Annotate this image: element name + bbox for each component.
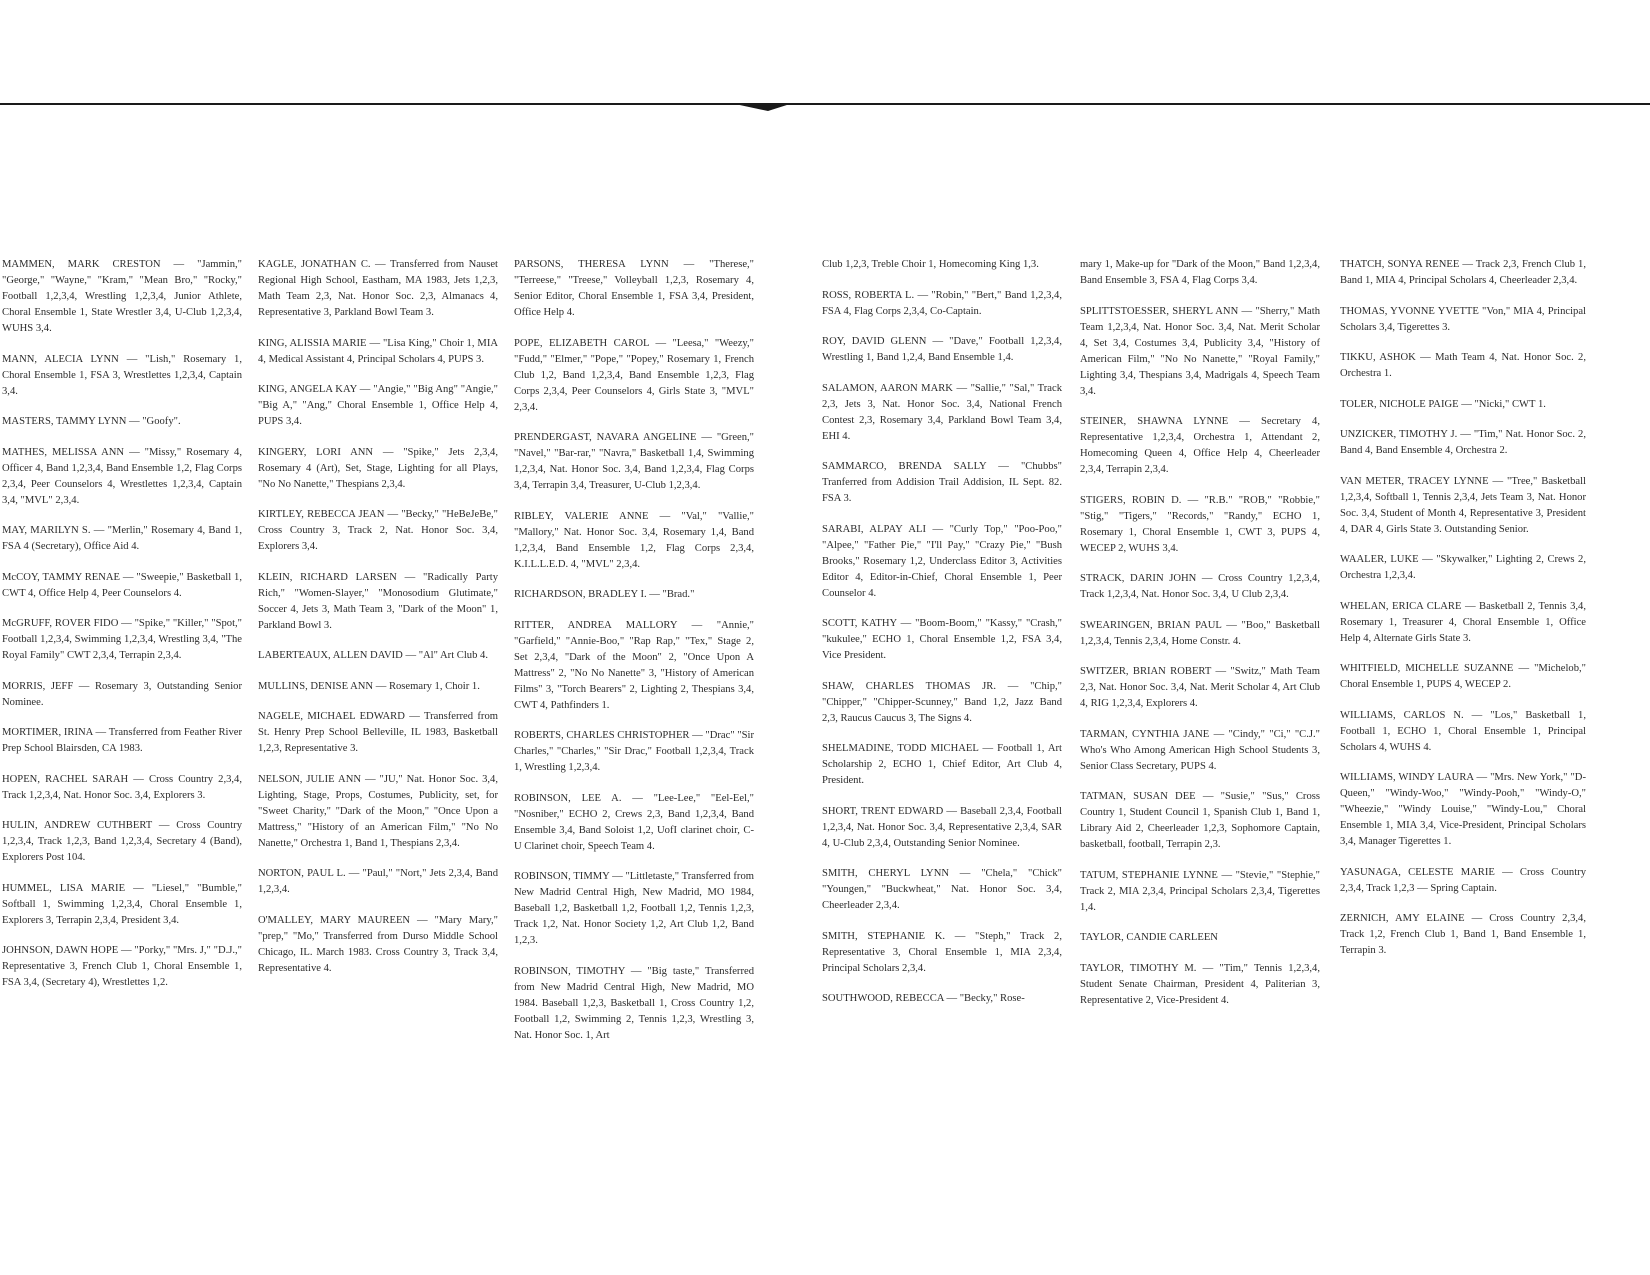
senior-entry: WILLIAMS, WINDY LAURA — "Mrs. New York," "D-Queen," "Windy-Woo," "Windy-Pooh," "Windy-O," "Wheezie," "Windy Louise," "Windy-Lou," Choral Ensemble 1, MIA 3,4, Vice-President, Principal Scholars 3,4, Manager Tigerettes 1. xyxy=(1340,772,1586,847)
senior-listing xyxy=(0,257,1650,1267)
senior-entry: MANN, ALECIA LYNN — "Lish," Rosemary 1, Choral Ensemble 1, FSA 3, Wrestlettes 1,2,3,4, Captain 3,4. xyxy=(2,353,242,397)
senior-entry: PARSONS, THERESA LYNN — "Therese," "Terreese," "Treese," Volleyball 1,2,3, Rosemary 4, Senior Editor, Choral Ensemble 1, FSA 3,4, President, Office Help 4. xyxy=(514,259,754,318)
senior-entry: ROBERTS, CHARLES CHRISTOPHER — "Drac" "Sir Charles," "Charles," "Sir Drac," Football 1,2,3,4, Track 1, Wrestling 1,2,3,4. xyxy=(514,730,754,773)
senior-entry: NAGELE, MICHAEL EDWARD — Transferred from St. Henry Prep School Belleville, IL 1983, Basketball 1,2,3, Representative 3. xyxy=(258,711,498,754)
senior-entry: ROSS, ROBERTA L. — "Robin," "Bert," Band 1,2,3,4, FSA 4, Flag Corps 2,3,4, Co-Captain. xyxy=(822,289,1062,317)
senior-entry: LABERTEAUX, ALLEN DAVID — "Al" Art Club 4. xyxy=(258,650,488,661)
senior-entry: SOUTHWOOD, REBECCA — "Becky," Rose- xyxy=(822,993,1025,1004)
senior-entry: MORTIMER, IRINA — Transferred from Feather River Prep School Blairsden, CA 1983. xyxy=(2,727,242,754)
senior-entry: WAALER, LUKE — "Skywalker," Lighting 2, Crews 2, Orchestra 1,2,3,4. xyxy=(1340,554,1586,581)
senior-entry: SALAMON, AARON MARK — "Sallie," "Sal," Track 2,3, Jets 3, Nat. Honor Soc. 3,4, National French Contest 2,3, Rosemary 3,4, Parkland Bowl Team 3,4, EHI 4. xyxy=(822,382,1062,442)
header-rule-line xyxy=(0,96,1650,116)
senior-entry: PRENDERGAST, NAVARA ANGELINE — "Green," "Navel," "Bar-rar," "Navra," Basketball 1,4, Swimming 1,2,3,4, Nat. Honor Soc. 3,4, Band 1,2,3,4, Flag Corps 3,4, Terrapin 3,4, Treasurer, U-Club 1,2,3,4. xyxy=(514,432,754,491)
senior-entry: NELSON, JULIE ANN — "JU," Nat. Honor Soc. 3,4, Lighting, Stage, Props, Costumes, Publicity, set, for "Sweet Charity," "Dark of the Moon," "Once Upon a Mattress," "History of an American Film," "No No Nanette," Orchestra 1, Band 1, Thespians 2,3,4. xyxy=(258,773,498,849)
senior-entry: NORTON, PAUL L. — "Paul," "Nort," Jets 2,3,4, Band 1,2,3,4. xyxy=(258,868,498,895)
senior-entry: SMITH, CHERYL LYNN — "Chela," "Chick" "Youngen," "Buckwheat," Nat. Honor Soc. 3,4, Cheerleader 2,3,4. xyxy=(822,868,1062,911)
senior-entry: STRACK, DARIN JOHN — Cross Country 1,2,3,4, Track 1,2,3,4, Nat. Honor Soc. 3,4, U Club 2,3,4. xyxy=(1080,573,1320,600)
senior-entry: TATUM, STEPHANIE LYNNE — "Stevie," "Stephie," Track 2, MIA 2,3,4, Principal Scholars 2,3,4, Tigerettes 1,4. xyxy=(1080,869,1320,913)
senior-entry: SPLITTSTOESSER, SHERYL ANN — "Sherry," Math Team 1,2,3,4, Nat. Honor Soc. 3,4, Nat. Merit Scholar 4, Set 3,4, Costumes 3,4, Publicity 3,4, "History of American Film," "No No Nanette," "Royal Family," Lighting 3,4, Thespians 3,4, Madrigals 4, Speech Team 3,4. xyxy=(1080,305,1320,397)
senior-entry: mary 1, Make-up for "Dark of the Moon," Band 1,2,3,4, Band Ensemble 3, FSA 4, Flag Corps 3,4. xyxy=(1080,259,1320,286)
column-5 xyxy=(1080,257,1320,1023)
senior-entry: MULLINS, DENISE ANN — Rosemary 1, Choir 1. xyxy=(258,680,480,692)
senior-entry: YASUNAGA, CELESTE MARIE — Cross Country 2,3,4, Track 1,2,3 — Spring Captain. xyxy=(1340,866,1586,894)
senior-entry: TOLER, NICHOLE PAIGE — "Nicki," CWT 1. xyxy=(1340,398,1546,410)
senior-entry: RICHARDSON, BRADLEY I. — "Brad." xyxy=(514,589,695,600)
column-2 xyxy=(258,257,498,991)
senior-entry: WHELAN, ERICA CLARE — Basketball 2, Tennis 3,4, Rosemary 1, Treasurer 4, Choral Ensemble 1, Office Help 4, Alternate Girls State 3. xyxy=(1340,600,1586,644)
senior-entry: TARMAN, CYNTHIA JANE — "Cindy," "Ci," "C.J." Who's Who Among American High School Students 3, Senior Class Secretary, PUPS 4. xyxy=(1080,728,1320,772)
senior-entry: THATCH, SONYA RENEE — Track 2,3, French Club 1, Band 1, MIA 4, Principal Scholars 4, Cheerleader 2,3,4. xyxy=(1340,259,1586,286)
senior-entry: RITTER, ANDREA MALLORY — "Annie," "Garfield," "Annie-Boo," "Rap Rap," "Tex," Stage 2, Set 2,3,4, "Dark of the Moon" 2, "Once Upon A Mattress" 2, "No No Nanette" 3, "History of American Films" 3, "Torch Bearers" 2, Lighting 2, Thespians 3,4, CWT 4, Pathfinders 1. xyxy=(514,619,754,711)
senior-entry: ROBINSON, LEE A. — "Lee-Lee," "Eel-Eel," "Nosniber," ECHO 2, Crews 2,3, Band 1,2,3,4, Band Ensemble 3,4, Band Soloist 1,2, UofI clarinet choir, C-U Clarinet choir, Speech Team 4. xyxy=(514,792,754,852)
senior-entry: VAN METER, TRACEY LYNNE — "Tree," Basketball 1,2,3,4, Softball 1, Tennis 2,3,4, Jets Team 3, Nat. Honor Soc. 3,4, Student of Month 4, Representative 3, President 4, DAR 4, Girls State 3. Outstanding Senior. xyxy=(1340,475,1586,535)
senior-entry: SCOTT, KATHY — "Boom-Boom," "Kassy," "Crash," "kukulee," ECHO 1, Choral Ensemble 1,2, FSA 3,4, Vice President. xyxy=(822,618,1062,661)
senior-entry: KING, ALISSIA MARIE — "Lisa King," Choir 1, MIA 4, Medical Assistant 4, Principal Scholars 4, PUPS 3. xyxy=(258,337,498,365)
senior-entry: RIBLEY, VALERIE ANNE — "Val," "Vallie," "Mallory," Nat. Honor Soc. 3,4, Rosemary 1,4, Band 1,2,3,4, Band Ensemble 1,2, Flag Corps 2,3,4, K.I.L.L.E.D. 4, "MVL" 2,3,4. xyxy=(514,510,754,570)
senior-entry: SWITZER, BRIAN ROBERT — "Switz," Math Team 2,3, Nat. Honor Soc. 3,4, Nat. Merit Scholar 4, Art Club 4, RIG 1,2,3,4, Explorers 4. xyxy=(1080,666,1320,709)
senior-entry: O'MALLEY, MARY MAUREEN — "Mary Mary," "prep," "Mo," Transferred from Durso Middle School Chicago, IL. March 1983. Cross Country 3, Track 3,4, Representative 4. xyxy=(258,914,498,974)
senior-entry: MAY, MARILYN S. — "Merlin," Rosemary 4, Band 1, FSA 4 (Secretary), Office Aid 4. xyxy=(2,525,242,552)
senior-entry: HOPEN, RACHEL SARAH — Cross Country 2,3,4, Track 1,2,3,4, Nat. Honor Soc. 3,4, Explorers 3. xyxy=(2,773,242,801)
senior-entry: WHITFIELD, MICHELLE SUZANNE — "Michelob," Choral Ensemble 1, PUPS 4, WECEP 2. xyxy=(1340,663,1586,690)
senior-entry: SHORT, TRENT EDWARD — Baseball 2,3,4, Football 1,2,3,4, Nat. Honor Soc. 3,4, Representative 2,3,4, SAR 4, U-Club 2,3,4, Outstanding Senior Nominee. xyxy=(822,805,1062,849)
senior-entry: KING, ANGELA KAY — "Angie," "Big Ang" "Angie," "Big A," "Ang," Choral Ensemble 1, Office Help 4, PUPS 3,4. xyxy=(258,384,498,427)
senior-entry: MORRIS, JEFF — Rosemary 3, Outstanding Senior Nominee. xyxy=(2,680,242,708)
senior-entry: TATMAN, SUSAN DEE — "Susie," "Sus," Cross Country 1, Student Council 1, Spanish Club 1, Band 1, Library Aid 2, Cheerleader 1,2,3, Sophomore Captain, basketball, football, Terrapin 2,3. xyxy=(1080,791,1320,850)
senior-entry: THOMAS, YVONNE YVETTE "Von," MIA 4, Principal Scholars 3,4, Tigerettes 3. xyxy=(1340,305,1586,333)
senior-entry: WILLIAMS, CARLOS N. — "Los," Basketball 1, Football 1, ECHO 1, Choral Ensemble 1, Principal Scholars 4, WUHS 4. xyxy=(1340,709,1586,753)
senior-entry: POPE, ELIZABETH CAROL — "Leesa," "Weezy," "Fudd," "Elmer," "Pope," "Popey," Rosemary 1, French Club 1,2, Band 1,2,3,4, Band Ensemble 1,2,3, Flag Corps 2,3,4, Peer Counselors 4, Girls State 3, "MVL" 2,3,4. xyxy=(514,337,754,413)
senior-entry: SAMMARCO, BRENDA SALLY — "Chubbs" Tranferred from Addision Trail Addision, IL Sept. 82. FSA 3. xyxy=(822,461,1062,504)
senior-entry: MASTERS, TAMMY LYNN — "Goofy". xyxy=(2,416,181,427)
column-3 xyxy=(514,257,754,1058)
senior-entry: MATHES, MELISSA ANN — "Missy," Rosemary 4, Officer 4, Band 1,2,3,4, Band Ensemble 1,2, Flag Corps 2,3,4, Peer Counselors 4, Wrestlettes 1,2,3,4, Captain 3,4, "MVL" 2,3,4. xyxy=(2,446,242,506)
column-6 xyxy=(1340,257,1586,974)
senior-entry: KLEIN, RICHARD LARSEN — "Radically Party Rich," "Women-Slayer," "Monosodium Glutimate," Soccer 4, Jets 3, Math Team 3, "Dark of the Moon" 1, Parkland Bowl 3. xyxy=(258,571,498,631)
column-1 xyxy=(2,257,242,1006)
senior-entry: SARABI, ALPAY ALI — "Curly Top," "Poo-Poo," "Alpee," "Father Pie," "I'll Pay," "Crazy Pie," "Bush Brooks," Rosemary 1,2, Underclass Editor 3, Activities Editor 4, Editor-in-Chief, Choral Ensemble 1, Peer Counselor 4. xyxy=(822,523,1062,599)
senior-entry: TAYLOR, TIMOTHY M. — "Tim," Tennis 1,2,3,4, Student Senate Chairman, President 4, Paliterian 3, Representative 2, Vice-President 4. xyxy=(1080,962,1320,1006)
senior-entry: McGRUFF, ROVER FIDO — "Spike," "Killer," "Spot," Football 1,2,3,4, Swimming 1,2,3,4, Wrestling 3,4, "The Royal Family" CWT 2,3,4, Terrapin 2,3,4. xyxy=(2,618,242,661)
senior-entry: KINGERY, LORI ANN — "Spike," Jets 2,3,4, Rosemary 4 (Art), Set, Stage, Lighting for all Plays, "No No Nanette," Thespians 2,3,4. xyxy=(258,446,498,490)
senior-entry: ROBINSON, TIMMY — "Littletaste," Transferred from New Madrid Central High, New Madrid, MO 1984, Baseball 1,2, Basketball 1,2, Football 1,2, Tennis 1,2,3, Track 1,2, Nat. Honor Society 1,2, Art Club 1,2, Band 1,2,3. xyxy=(514,871,754,946)
senior-entry: HULIN, ANDREW CUTHBERT — Cross Country 1,2,3,4, Track 1,2,3, Band 1,2,3,4, Secretary 4 (Band), Explorers Post 104. xyxy=(2,820,242,863)
senior-entry: HUMMEL, LISA MARIE — "Liesel," "Bumble," Softball 1, Swimming 1,2,3,4, Choral Ensemble 1, Explorers 3, Terrapin 2,3,4, President 3,4. xyxy=(2,882,242,926)
senior-entry: ROBINSON, TIMOTHY — "Big taste," Transferred from New Madrid Central High, New Madrid, MO 1984. Baseball 1,2,3, Basketball 1, Cross Country 1,2, Football 1,2, Swimming 2, Tennis 1,2,3, Wrestling 3, Nat. Honor Soc. 1, Art xyxy=(514,965,754,1041)
senior-entry: SHELMADINE, TODD MICHAEL — Football 1, Art Scholarship 2, ECHO 1, Chief Editor, Art Club 4, President. xyxy=(822,743,1062,786)
header-rule xyxy=(0,96,1650,116)
column-4 xyxy=(822,257,1062,1022)
senior-entry: MAMMEN, MARK CRESTON — "Jammin," "George," "Wayne," "Kram," "Mean Bro," "Rocky," Football 1,2,3,4, Wrestling 1,2,3,4, Junior Athlete, Choral Ensemble 1, State Wrestler 3,4, U-Club 1,2,3,4, WUHS 3,4. xyxy=(2,259,242,334)
senior-entry: McCOY, TAMMY RENAE — "Sweepie," Basketball 1, CWT 4, Office Help 4, Peer Counselors 4. xyxy=(2,571,242,599)
senior-entry: STIGERS, ROBIN D. — "R.B." "ROB," "Robbie," "Stig," "Tigers," "Records," "Randy," ECHO 1, Rosemary 1, Choral Ensemble 1, CWT 3, PUPS 4, WECEP 2, WUHS 3,4. xyxy=(1080,494,1320,554)
senior-entry: STEINER, SHAWNA LYNNE — Secretary 4, Representative 1,2,3,4, Orchestra 1, Attendant 2, Homecoming Queen 4, Office Help 4, Cheerleader 2,3,4, Terrapin 2,3,4. xyxy=(1080,416,1320,475)
senior-entry: TAYLOR, CANDIE CARLEEN xyxy=(1080,932,1218,943)
senior-entry: ROY, DAVID GLENN — "Dave," Football 1,2,3,4, Wrestling 1, Band 1,2,4, Band Ensemble 1,4. xyxy=(822,336,1062,363)
senior-entry: ZERNICH, AMY ELAINE — Cross Country 2,3,4, Track 1,2, French Club 1, Band 1, Band Ensemble 1, Terrapin 3. xyxy=(1340,913,1586,956)
senior-entry: UNZICKER, TIMOTHY J. — "Tim," Nat. Honor Soc. 2, Band 4, Band Ensemble 4, Orchestra 2. xyxy=(1340,429,1586,456)
senior-entry: JOHNSON, DAWN HOPE — "Porky," "Mrs. J," "D.J.," Representative 3, French Club 1, Choral Ensemble 1, FSA 3,4, (Secretary 4), Wrestlettes 1,2. xyxy=(2,945,242,988)
senior-entry: Club 1,2,3, Treble Choir 1, Homecoming King 1,3. xyxy=(822,259,1039,270)
senior-entry: KAGLE, JONATHAN C. — Transferred from Nauset Regional High School, Eastham, MA 1983, Jets 1,2,3, Math Team 2,3, Nat. Honor Soc. 2,3, Almanacs 4, Representative 3, Parkland Bowl Team 3. xyxy=(258,259,498,318)
senior-entry: SHAW, CHARLES THOMAS JR. — "Chip," "Chipper," "Chipper-Scunney," Band 1,2, Jazz Band 2,3, Raucus Caucus 3, The Signs 4. xyxy=(822,680,1062,724)
senior-entry: KIRTLEY, REBECCA JEAN — "Becky," "HeBeJeBe," Cross Country 3, Track 2, Nat. Honor Soc. 3,4, Explorers 3,4. xyxy=(258,509,498,552)
senior-entry: TIKKU, ASHOK — Math Team 4, Nat. Honor Soc. 2, Orchestra 1. xyxy=(1340,352,1586,379)
senior-entry: SMITH, STEPHANIE K. — "Steph," Track 2, Representative 3, Choral Ensemble 1, MIA 2,3,4, Principal Scholars 2,3,4. xyxy=(822,930,1062,974)
senior-entry: SWEARINGEN, BRIAN PAUL — "Boo," Basketball 1,2,3,4, Tennis 2,3,4, Home Constr. 4. xyxy=(1080,619,1320,647)
